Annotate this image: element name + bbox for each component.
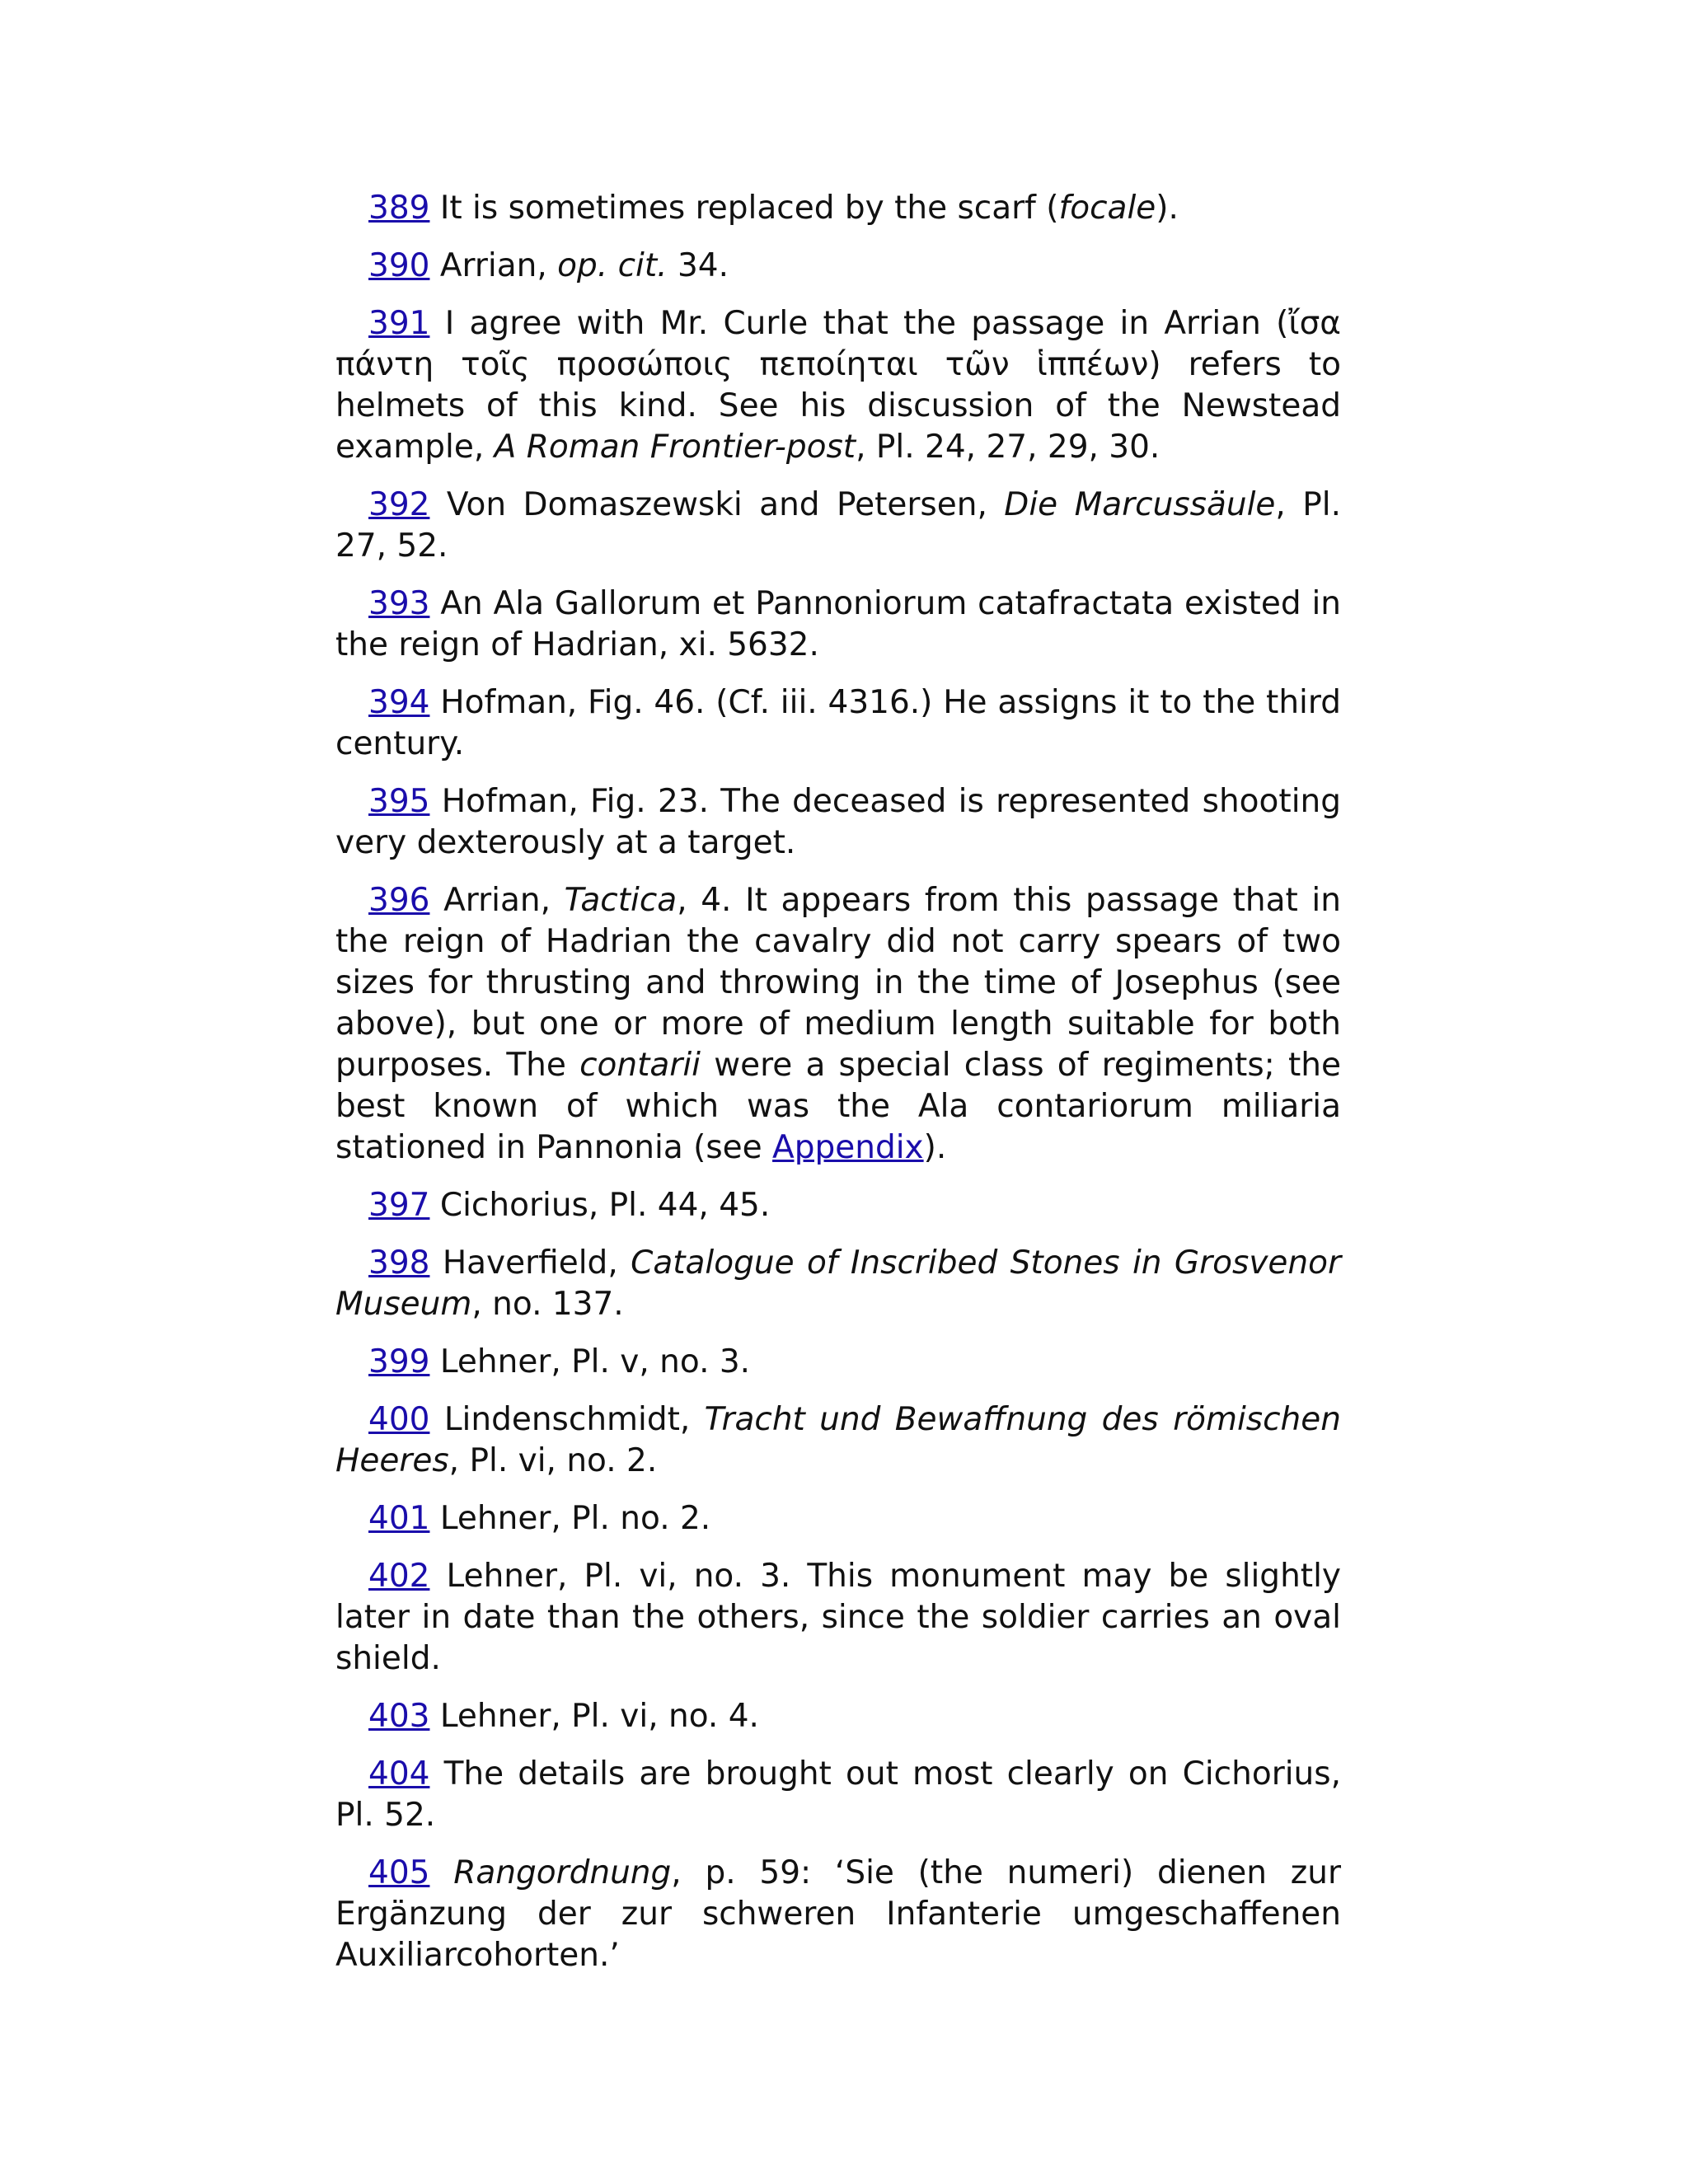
footnote-395 xyxy=(335,781,1341,864)
footnote-number-link[interactable]: 401 xyxy=(368,1500,430,1537)
italic-title: A Roman Frontier-post xyxy=(494,429,856,466)
footnote-text: Cichorius, Pl. 44, 45. xyxy=(439,1187,771,1224)
footnote-389 xyxy=(335,188,1341,229)
footnote-393 xyxy=(335,583,1341,666)
footnote-number-link[interactable]: 392 xyxy=(368,486,430,523)
footnote-number-link[interactable]: 394 xyxy=(368,684,430,721)
footnote-number-link[interactable]: 393 xyxy=(368,585,430,622)
footnote-number-link[interactable]: 399 xyxy=(368,1343,430,1380)
footnote-405 xyxy=(335,1853,1341,1976)
footnote-text: An Ala Gallorum et Pannoniorum catafractata existed in the reign of Hadrian, xi. 5632. xyxy=(335,585,1342,663)
footnotes-page xyxy=(335,188,1341,1993)
italic-title: Tracht und Bewaffnung des römischen Heeres xyxy=(335,1401,1341,1479)
footnote-390 xyxy=(335,246,1341,287)
footnote-number-link[interactable]: 397 xyxy=(368,1187,430,1224)
footnote-number-link[interactable]: 391 xyxy=(368,305,430,342)
footnote-text: Von Domaszewski and Petersen, xyxy=(446,486,1005,523)
footnote-text: ). xyxy=(1156,190,1179,227)
footnote-text: ). xyxy=(923,1129,947,1166)
footnote-text: Arrian, xyxy=(439,247,558,284)
footnote-text: It is sometimes replaced by the scarf ( xyxy=(439,190,1059,227)
italic-title: Catalogue of Inscribed Stones in Grosvenor Museum xyxy=(335,1244,1342,1323)
footnote-number-link[interactable]: 389 xyxy=(368,190,430,227)
footnote-number-link[interactable]: 404 xyxy=(368,1755,430,1793)
footnote-text: Lehner, Pl. vi, no. 3. This monument may be slightly later in date than the others, since the soldier carries an oval shield. xyxy=(335,1558,1341,1677)
footnote-text: were a special class of regiments; the best known of which was the Ala contariorum miliaria stationed in Pannonia (see xyxy=(335,1047,1341,1166)
footnote-text: , 4. It appears from this passage that in the reign of Hadrian the cavalry did not carry spears of two sizes for thrusting and throwing in the time of Josephus (see above), but one or more of medium length suitable for both purposes. The xyxy=(335,882,1341,1084)
appendix-link[interactable]: Appendix xyxy=(772,1129,924,1166)
footnote-398 xyxy=(335,1243,1341,1325)
footnote-text: , no. 137. xyxy=(471,1286,624,1323)
footnote-text: , Pl. 24, 27, 29, 30. xyxy=(856,429,1160,466)
footnote-text: Hofman, Fig. 23. The deceased is represented shooting very dexterously at a target. xyxy=(335,783,1341,861)
footnote-text: Lindenschmidt, xyxy=(443,1401,705,1438)
italic-title: Rangordnung xyxy=(453,1854,672,1891)
footnote-396 xyxy=(335,880,1341,1169)
italic-title: Die Marcussäule xyxy=(1004,486,1276,523)
footnote-404 xyxy=(335,1754,1341,1836)
footnote-392 xyxy=(335,485,1341,567)
footnote-401 xyxy=(335,1498,1341,1540)
footnote-number-link[interactable]: 400 xyxy=(368,1401,430,1438)
footnote-text: Haverfield, xyxy=(442,1244,631,1282)
footnote-400 xyxy=(335,1399,1341,1482)
footnote-text: Hofman, Fig. 46. (Cf. iii. 4316.) He assigns it to the third century. xyxy=(335,684,1341,762)
footnote-number-link[interactable]: 395 xyxy=(368,783,430,820)
footnote-text: , p. 59: ‘Sie (the numeri) dienen zur Ergänzung der zur schweren Infanterie umgeschaffenen Auxiliarcohorten.’ xyxy=(335,1854,1341,1974)
footnote-number-link[interactable]: 390 xyxy=(368,247,430,284)
footnote-text: Lehner, Pl. no. 2. xyxy=(439,1500,711,1537)
footnote-number-link[interactable]: 396 xyxy=(368,882,430,919)
footnote-402 xyxy=(335,1556,1341,1680)
footnote-number-link[interactable]: 402 xyxy=(368,1558,430,1595)
footnote-text: , Pl. vi, no. 2. xyxy=(448,1442,658,1479)
italic-title: contarii xyxy=(579,1047,701,1084)
italic-title: Tactica xyxy=(564,882,678,919)
footnote-391 xyxy=(335,303,1341,468)
footnote-text: 34. xyxy=(667,247,729,284)
footnote-number-link[interactable]: 398 xyxy=(368,1244,430,1282)
footnote-text: Arrian, xyxy=(443,882,565,919)
footnote-403 xyxy=(335,1696,1341,1737)
italic-title: focale xyxy=(1058,190,1156,227)
footnote-394 xyxy=(335,682,1341,765)
footnote-text: Lehner, Pl. v, no. 3. xyxy=(439,1343,751,1380)
italic-title: op. cit. xyxy=(557,247,668,284)
footnote-text: Lehner, Pl. vi, no. 4. xyxy=(439,1698,759,1735)
footnote-text: The details are brought out most clearly on Cichorius, Pl. 52. xyxy=(335,1755,1341,1834)
footnote-number-link[interactable]: 403 xyxy=(368,1698,430,1735)
footnote-text: I agree with Mr. Curle that the passage in Arrian (ἴσα πάντη τοῖς προσώποις πεποίηται τῶν ἱππέων) refers to helmets of this kind. See his discussion of the Newstead example, xyxy=(335,305,1341,466)
footnote-399 xyxy=(335,1342,1341,1383)
footnote-text: , Pl. 27, 52. xyxy=(335,486,1341,565)
footnote-number-link[interactable]: 405 xyxy=(368,1854,430,1891)
footnote-397 xyxy=(335,1185,1341,1226)
